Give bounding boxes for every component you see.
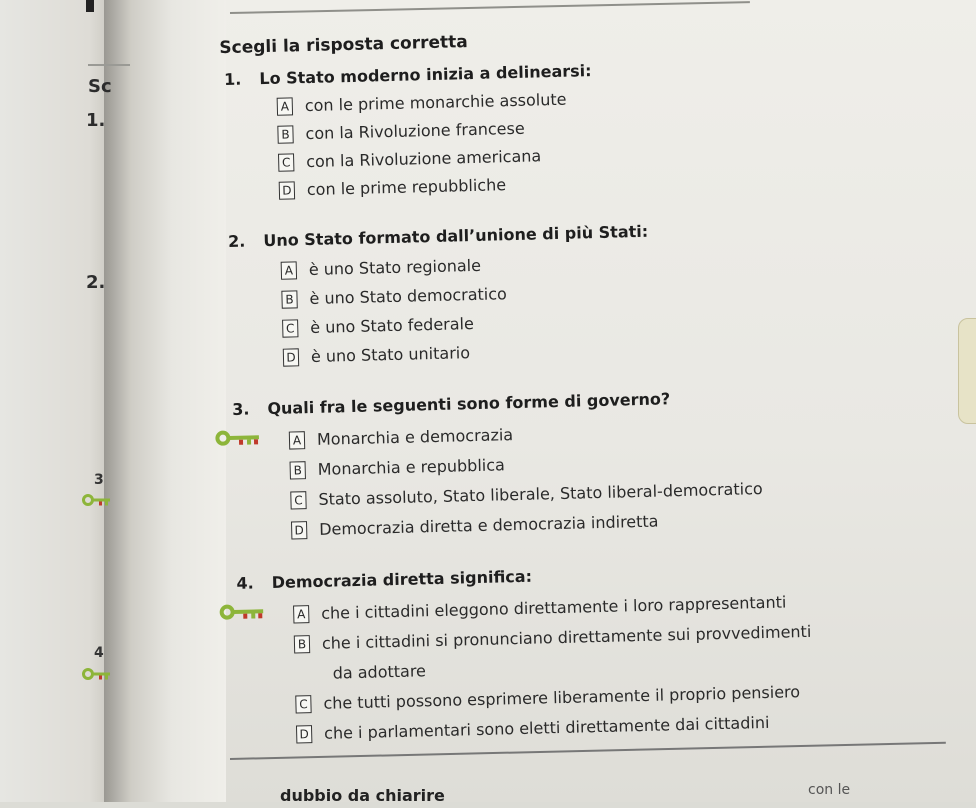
option-letter-box: C <box>290 491 306 509</box>
option-4a[interactable] <box>293 592 787 623</box>
option-3b[interactable] <box>289 455 505 479</box>
option-text: con le prime repubbliche <box>306 175 507 200</box>
option-2b[interactable] <box>281 284 507 308</box>
option-text: Democrazia diretta e democrazia indiretta <box>318 511 659 539</box>
exercise-header: Scegli la risposta corretta <box>219 32 468 59</box>
option-letter-box: A <box>289 431 305 449</box>
left-q3-number: 3 <box>94 472 104 488</box>
bottom-note: dubbio da chiarire <box>280 786 445 805</box>
option-text: che i cittadini si pronunciano direttamente sui provvedimenti <box>321 621 812 653</box>
key-icon <box>215 429 261 446</box>
left-q2-number: 2. <box>86 272 106 293</box>
option-letter-box: B <box>290 461 306 479</box>
option-text: che i cittadini eleggono direttamente i loro rappresentanti <box>321 592 787 623</box>
option-text: Monarchia e repubblica <box>317 455 506 479</box>
option-text: è uno Stato democratico <box>309 284 508 309</box>
question-number: 3. <box>231 399 250 419</box>
option-letter-box: D <box>296 725 312 743</box>
option-1a[interactable] <box>277 90 567 116</box>
left-heading: Sc <box>88 76 112 97</box>
option-letter-box: A <box>281 261 297 279</box>
question-4 <box>236 567 532 593</box>
option-1b[interactable] <box>277 119 525 144</box>
key-icon <box>219 603 265 620</box>
question-text: Democrazia diretta significa: <box>271 566 533 593</box>
option-letter-box: D <box>279 181 295 199</box>
question-2 <box>228 222 648 251</box>
option-text: con la Rivoluzione americana <box>305 146 542 172</box>
option-text: che i parlamentari sono eletti direttamente dai cittadini <box>323 712 770 743</box>
option-text: che tutti possono esprimere liberamente il proprio pensiero <box>323 682 801 713</box>
option-4d[interactable] <box>296 713 770 744</box>
question-number: 1. <box>223 69 242 90</box>
option-4c[interactable] <box>295 682 800 713</box>
question-text: Lo Stato moderno inizia a delinearsi: <box>259 61 592 89</box>
option-2a[interactable] <box>281 256 482 280</box>
option-letter-box: D <box>283 348 299 366</box>
option-letter-box: A <box>277 97 293 115</box>
option-text: è uno Stato unitario <box>310 343 471 367</box>
option-2d[interactable] <box>283 343 471 367</box>
option-3a[interactable] <box>289 425 514 449</box>
option-letter-box: B <box>294 635 310 653</box>
option-letter-box: B <box>277 125 293 143</box>
option-1d[interactable] <box>279 175 507 200</box>
option-letter-box: B <box>281 290 297 308</box>
option-letter-box: C <box>295 695 311 713</box>
question-3 <box>232 389 670 419</box>
left-q4-number: 4 <box>94 645 104 661</box>
question-number: 2. <box>227 231 246 251</box>
question-1 <box>224 61 592 89</box>
question-text: Quali fra le seguenti sono forme di governo? <box>267 389 671 419</box>
option-letter-box: A <box>293 605 309 623</box>
option-3c[interactable] <box>290 479 763 510</box>
option-text: è uno Stato federale <box>310 314 475 338</box>
option-4b-continuation: da adottare <box>332 661 427 683</box>
left-q1-number: 1. <box>86 110 106 131</box>
option-text: con le prime monarchie assolute <box>304 89 567 116</box>
option-1c[interactable] <box>278 146 541 171</box>
option-text: Monarchia e democrazia <box>316 425 514 449</box>
option-letter-box: D <box>291 521 307 539</box>
bottom-right-fragment: con le <box>808 782 851 798</box>
question-text: Uno Stato formato dall’unione di più Stati: <box>263 221 649 251</box>
option-text: Stato assoluto, Stato liberale, Stato liberal-democratico <box>318 479 763 509</box>
option-2c[interactable] <box>282 314 474 338</box>
option-3d[interactable] <box>291 512 659 540</box>
option-4b[interactable] <box>294 622 812 654</box>
option-text: con la Rivoluzione francese <box>305 118 525 144</box>
question-number: 4. <box>236 573 254 593</box>
option-text: è uno Stato regionale <box>308 255 482 280</box>
option-letter-box: C <box>282 319 298 337</box>
option-letter-box: C <box>278 153 294 171</box>
